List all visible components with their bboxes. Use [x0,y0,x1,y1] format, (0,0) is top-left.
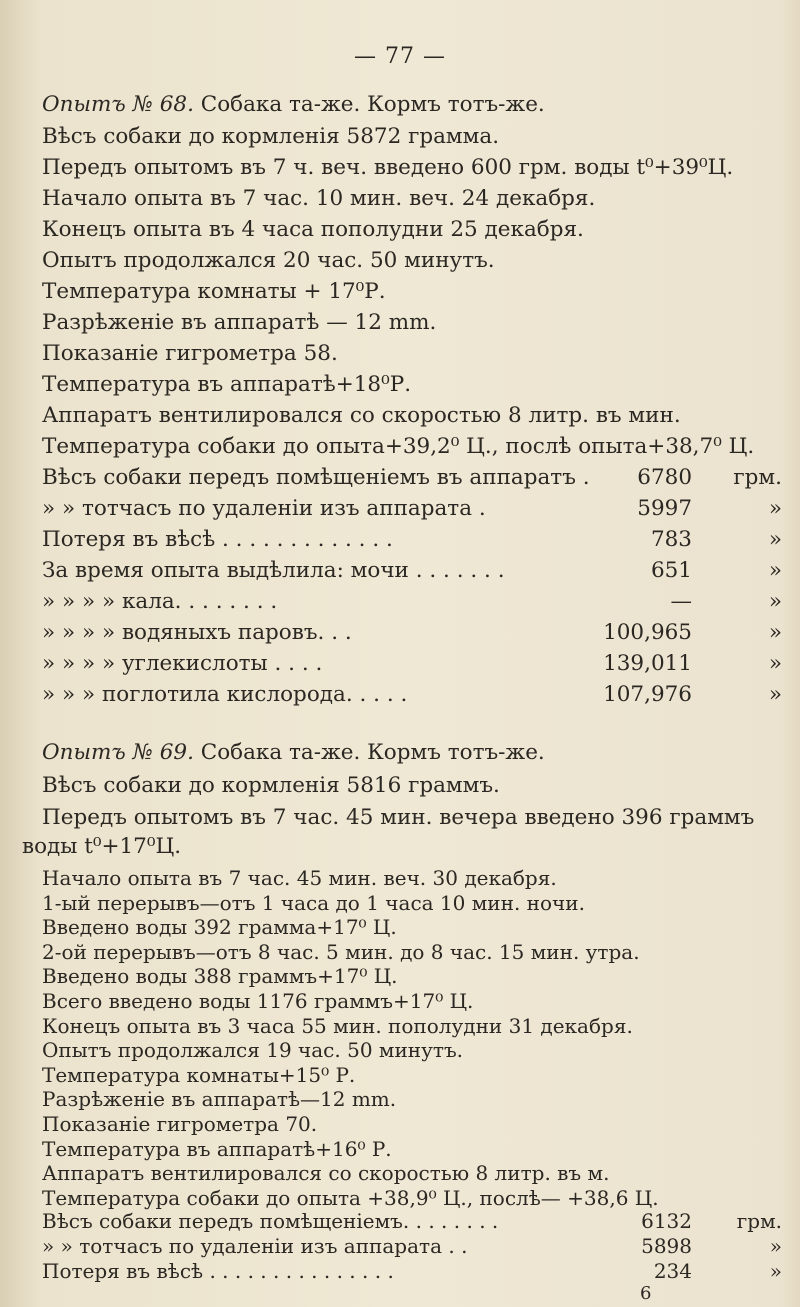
exp68-line: Температура собаки до опыта+39,2⁰ Ц., послѣ опыта+38,7⁰ Ц. [42,434,755,459]
row-label: » » тотчасъ по удаленіи изъ аппарата . . [42,1234,468,1258]
exp69-line: Конецъ опыта въ 3 часа 55 мин. пополудни 31 декабря. [42,1013,633,1038]
row-unit: грм. [736,1209,782,1234]
exp68-table-row [42,465,782,491]
exp68-title-lead: Опытъ № 68. [42,92,194,117]
exp69-line: Аппаратъ вентилировался со скоростью 8 литр. въ м. [42,1161,610,1186]
row-label: » » » » углекислоты . . . . [42,651,323,676]
row-unit: » [768,682,782,707]
row-label: » » тотчасъ по удаленіи изъ аппарата . [42,496,486,521]
row-value: 6780 [637,465,692,490]
exp69-line: Разрѣженіе въ аппаратѣ—12 mm. [42,1087,397,1112]
exp68-line: Показаніе гигрометра 58. [42,341,338,366]
exp69-title [42,740,545,766]
exp68-table-row [42,651,782,677]
exp69-table-row [42,1234,782,1260]
row-unit: » [768,558,782,583]
row-value: 5997 [637,496,692,521]
row-unit: грм. [733,465,782,490]
row-unit: » [768,651,782,676]
exp68-table-row [42,558,782,584]
exp68-line: Разрѣженіе въ аппаратѣ — 12 mm. [42,310,437,335]
exp69-line: Введено воды 388 граммъ+17⁰ Ц. [42,964,398,989]
row-unit: » [769,1258,782,1283]
exp69-title-lead: Опытъ № 69. [42,740,194,765]
row-unit: » [768,589,782,614]
row-label: За время опыта выдѣлила: мочи . . . . . . . [42,558,505,583]
row-value: 100,965 [603,620,692,645]
row-label: » » » поглотила кислорода. . . . . [42,682,408,707]
exp68-line: Начало опыта въ 7 час. 10 мин. веч. 24 декабря. [42,186,596,211]
exp69-table-row [42,1259,782,1285]
exp69-table-row [42,1209,782,1235]
exp68-line: Аппаратъ вентилировался со скоростью 8 литр. въ мин. [42,403,681,428]
exp69-line: Опытъ продолжался 19 час. 50 минутъ. [42,1038,464,1063]
exp69-line: Введено воды 392 грамма+17⁰ Ц. [42,915,397,940]
exp68-line: Конецъ опыта въ 4 часа пополудни 25 декабря. [42,217,584,242]
exp69-weight: Вѣсъ собаки до кормленія 5816 граммъ. [42,773,500,798]
exp69-line: Температура комнаты+15⁰ Р. [42,1062,356,1087]
exp68-title-rest: Собака та-же. Кормъ тотъ-же. [193,92,545,117]
exp69-line: Показаніе гигрометра 70. [42,1112,318,1136]
exp68-line: Вѣсъ собаки до кормленія 5872 грамма. [42,124,500,149]
row-value: 783 [650,527,692,552]
row-label: » » » » кала. . . . . . . . [42,589,278,614]
row-label: Потеря въ вѣсѣ . . . . . . . . . . . . . . . [42,1258,394,1283]
row-value: 234 [653,1258,692,1283]
row-label: Вѣсъ собаки передъ помѣщеніемъ. . . . . . . . [42,1209,499,1234]
exp69-line: Всего введено воды 1176 граммъ+17⁰ Ц. [42,989,474,1013]
row-value: 5898 [641,1234,692,1258]
exp68-line: Температура въ аппаратѣ+18⁰Р. [42,372,412,397]
row-unit: » [768,527,782,552]
row-value: 107,976 [603,682,692,707]
exp69-line: Температура въ аппаратѣ+16⁰ Р. [42,1136,392,1161]
page-number: — 77 — [354,44,446,69]
exp68-table-row [42,589,782,615]
signature-mark: 6 [640,1283,652,1305]
exp69-line: Температура собаки до опыта +38,9⁰ Ц., послѣ— +38,6 Ц. [42,1185,659,1210]
row-label: Потеря въ вѣсѣ . . . . . . . . . . . . . [42,527,393,552]
exp68-table-row [42,620,782,646]
row-unit: » [768,496,782,521]
row-value: 139,011 [603,651,692,676]
exp68-table-row [42,682,782,708]
exp68-line: Передъ опытомъ въ 7 ч. веч. введено 600 грм. воды t⁰+39⁰Ц. [42,155,734,180]
exp69-line: Начало опыта въ 7 час. 45 мин. веч. 30 декабря. [42,866,557,890]
row-value: 6132 [641,1209,692,1234]
row-unit: » [768,620,782,645]
row-value: 651 [650,558,692,583]
exp68-table-row [42,527,782,553]
exp68-table-row [42,496,782,522]
row-unit: » [769,1234,782,1258]
exp68-line: Температура комнаты + 17⁰Р. [42,279,386,304]
exp69-before: Передъ опытомъ въ 7 час. 45 мин. вечера введено 396 граммъ [42,805,755,830]
exp69-line: 1-ый перерывъ—отъ 1 часа до 1 часа 10 мин. ночи. [42,890,585,915]
exp69-line: 2-ой перерывъ—отъ 8 час. 5 мин. до 8 час. 15 мин. утра. [42,939,640,964]
exp69-title-rest: Собака та-же. Кормъ тотъ-же. [193,740,545,765]
row-label: » » » » водяныхъ паровъ. . . [42,620,352,645]
exp68-line: Опытъ продолжался 20 час. 50 минутъ. [42,248,495,273]
row-value: — [670,589,692,614]
exp68-title [42,92,545,118]
exp69-before-cont: воды t⁰+17⁰Ц. [22,834,182,859]
row-label: Вѣсъ собаки передъ помѣщеніемъ въ аппаратъ . [42,465,590,490]
